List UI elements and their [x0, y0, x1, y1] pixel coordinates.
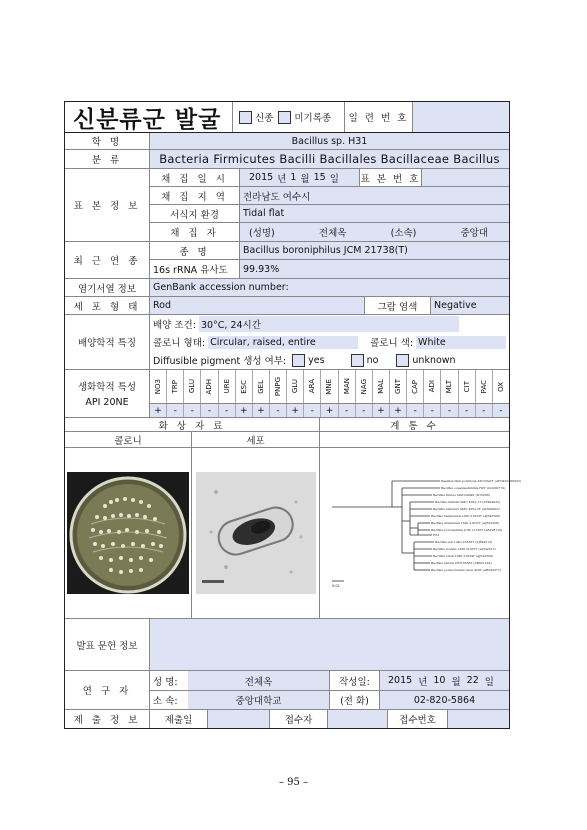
tree-taxon-label: Bacillus soli LMG 21838T (AJ542513) [434, 540, 492, 544]
similarity-label: 16s rRNA 유사도 [150, 260, 240, 278]
api-test-name: TRP [171, 379, 180, 394]
api-test-name: GEL [256, 379, 265, 394]
submit-date-label: 제출일 [150, 710, 208, 728]
api-result-14: + [390, 404, 407, 417]
form-title: 신분류군 발굴 [65, 102, 233, 132]
api-test-7 [270, 370, 287, 403]
checkbox-pigment-yes[interactable] [292, 354, 305, 367]
habitat-value: Tidal flat [240, 205, 509, 222]
api-result-4: - [219, 404, 236, 417]
api-result-0: + [150, 404, 167, 417]
biochem-label-cell [65, 370, 150, 417]
write-month-unit: 월 [451, 676, 461, 688]
checkbox-pigment-unknown[interactable] [396, 354, 409, 367]
api-test-18 [459, 370, 476, 403]
api-test-15 [407, 370, 424, 403]
classification-row [65, 150, 509, 169]
publication-row [65, 619, 509, 671]
api-test-name: NAG [359, 378, 368, 395]
scientific-name-label: 학 명 [65, 133, 150, 149]
phone-value: 02-820-5864 [380, 691, 509, 709]
researcher-name: 전체옥 [188, 671, 330, 690]
cell-micrograph [196, 472, 316, 594]
api-result-2: - [184, 404, 201, 417]
collector-name-label: (성명) [249, 228, 275, 239]
colony-info [150, 333, 509, 351]
researcher-group [65, 671, 509, 710]
colony-photo [67, 472, 189, 594]
api-result-18: - [459, 404, 476, 417]
api-result-1: - [167, 404, 184, 417]
api-test-name: OX [496, 381, 505, 392]
api-result-3: - [201, 404, 218, 417]
serial-label: 일 련 번 호 [345, 102, 413, 132]
biochem-label: 생화학적 특성 [77, 382, 137, 393]
api-test-14 [390, 370, 407, 403]
phylo-tree-cell [320, 448, 521, 618]
biochem-group [65, 370, 509, 418]
relative-species: Bacillus boroniphilus JCM 21738(T) [240, 242, 509, 259]
tree-taxon-label: Bacillus boroniphilus JCM 21738T (AB198719) [430, 528, 502, 532]
pigment-yes: yes [308, 354, 325, 366]
pigment-label: Diffusible pigment 생성 여부: [153, 356, 287, 367]
phone-label: (전 화) [330, 691, 380, 709]
specimen-label: 표 본 정 보 [65, 169, 150, 241]
api-result-19: - [476, 404, 493, 417]
label-unrecorded-species: 미기록종 [294, 113, 332, 124]
habitat-label: 서식지 환경 [150, 205, 240, 222]
year-unit: 년 [277, 173, 287, 185]
researcher-affil-label: 소 속: [153, 696, 178, 707]
receipt-no-label: 접수번호 [388, 710, 448, 728]
publication-value[interactable] [150, 619, 509, 670]
relative-species-label: 종 명 [150, 242, 240, 259]
pigment-unknown: unknown [412, 354, 456, 366]
serial-field[interactable] [413, 102, 509, 132]
checkbox-new-species[interactable] [239, 111, 252, 124]
api-test-name: ARA [308, 379, 317, 394]
api-result-12: - [356, 404, 373, 417]
title-row [65, 102, 509, 133]
api-test-19 [476, 370, 493, 403]
api-test-17 [441, 370, 458, 403]
write-year-unit: 년 [418, 676, 428, 688]
images-label: 화 상 자 료 [65, 418, 320, 431]
api-result-15: - [407, 404, 424, 417]
collection-month: 1 [290, 172, 297, 183]
gram-stain-label: 그람 염색 [365, 297, 431, 314]
api-result-6: + [253, 404, 270, 417]
write-date [380, 671, 509, 690]
culture-group [65, 315, 509, 370]
tree-taxon-label: Bacillus niacini IFO15566T (AB021194) [430, 561, 492, 565]
api-result-7: - [270, 404, 287, 417]
culture-condition [150, 315, 509, 333]
researcher-label: 연 구 자 [65, 671, 150, 709]
classification-label: 분 류 [65, 150, 150, 168]
collector-label: 채 집 자 [150, 223, 240, 241]
api-test-name: MNE [325, 378, 334, 395]
api-test-0 [150, 370, 167, 403]
images-header-row [65, 418, 509, 432]
specimen-group [65, 169, 509, 242]
biochem-sublabel: API 20NE [85, 397, 129, 408]
tree-taxon-label: Bacillus infantis SMC 4352-1T (AY904032) [434, 500, 500, 504]
receiver-field[interactable] [328, 710, 388, 728]
genbank-row [65, 279, 509, 297]
pigment-no: no [366, 354, 379, 366]
api-result-8: + [287, 404, 304, 417]
api-test-2 [184, 370, 201, 403]
api-test-13 [373, 370, 390, 403]
images-subheader-row [65, 432, 509, 448]
api-test-name: CIT [462, 380, 471, 393]
images-row [65, 448, 521, 619]
api-test-8 [287, 370, 304, 403]
api-test-4 [219, 370, 236, 403]
collection-date-label: 채 집 일 시 [150, 169, 240, 186]
tree-taxon-label: Bacillus firmus IAM12464T (D16268) [432, 493, 490, 497]
api-test-name: CAP [411, 379, 420, 394]
api-test-16 [424, 370, 441, 403]
write-year: 2015 [388, 675, 413, 686]
receipt-no-field[interactable] [448, 710, 509, 728]
api-test-name: ESC [239, 379, 248, 394]
type-options [233, 102, 345, 132]
cell-morphology-label: 세 포 형 태 [65, 297, 150, 314]
receiver-label: 접수자 [270, 710, 328, 728]
gram-stain-value: Negative [431, 297, 509, 314]
api-result-13: + [373, 404, 390, 417]
api-test-name: ADI [428, 380, 437, 393]
api-test-9 [304, 370, 321, 403]
api-result-16: - [424, 404, 441, 417]
culture-condition-value: 30°C, 24시간 [199, 316, 459, 332]
api-test-name: PNPG [274, 376, 283, 397]
write-date-label: 작성일: [330, 671, 380, 690]
cell-photo-cell [192, 448, 320, 618]
specimen-form [64, 101, 521, 729]
api-result-10: + [321, 404, 338, 417]
tree-scale: 0.01 [331, 584, 340, 588]
api-result-5: + [236, 404, 253, 417]
checkbox-unrecorded-species[interactable] [278, 111, 291, 124]
submit-date-field[interactable] [208, 710, 270, 728]
label-new-species: 신종 [255, 113, 274, 124]
api-test-row [150, 370, 509, 404]
checkbox-pigment-no[interactable] [351, 354, 364, 367]
relative-group [65, 242, 509, 279]
genbank-value: GenBank accession number: [150, 279, 509, 296]
api-test-name: URE [222, 379, 231, 394]
collector-info [240, 223, 509, 241]
tree-taxon-label: Bacillus bataviensis LMG 21833T (AJ542508) [430, 514, 500, 518]
tree-taxon-label: Bacillus pocheonensis Gsoil 420T (AB245377) [430, 568, 501, 572]
specimen-no-label: 표 본 번 호 [360, 169, 422, 186]
tree-taxon-label: Bacillus drentensis LMG 21831T (AJ542506) [430, 521, 499, 525]
colony-form-value: Circular, raised, entire [208, 336, 358, 349]
month-unit: 월 [300, 173, 310, 185]
similarity-value: 99.93% [240, 260, 509, 278]
pigment-info [150, 351, 509, 369]
api-result-9: - [304, 404, 321, 417]
api-test-6 [253, 370, 270, 403]
specimen-no-field[interactable] [422, 169, 509, 186]
collector-name: 전체옥 [318, 228, 347, 239]
cell-image-label: 세포 [192, 432, 320, 447]
api-test-5 [236, 370, 253, 403]
api-test-name: GLU [188, 379, 197, 394]
tree-taxon-label: Bacillus oceanisediminis H2T (GQ292772) [440, 486, 505, 490]
colony-form-label: 콜로니 형태: [153, 338, 206, 349]
api-test-1 [167, 370, 184, 403]
relative-label: 최 근 연 종 [65, 242, 150, 278]
researcher-name-label: 성 명: [153, 676, 178, 688]
api-test-11 [339, 370, 356, 403]
tree-taxon-label: H31 [432, 533, 439, 537]
colony-image-label: 콜로니 [65, 432, 192, 447]
collector-affil: 중앙대 [460, 228, 488, 239]
api-result-17: - [441, 404, 458, 417]
collection-region: 전라남도 여수시 [240, 187, 509, 204]
api-test-20 [493, 370, 509, 403]
api-result-11: - [339, 404, 356, 417]
collection-year: 2015 [249, 172, 274, 183]
collector-affil-label: (소속) [390, 228, 417, 239]
collection-region-label: 채 집 지 역 [150, 187, 240, 204]
tree-taxon-label: Bacillus idriensis SMC 4352-2T (AY904033) [432, 507, 500, 511]
colony-color-label: 콜로니 색: [370, 338, 414, 349]
write-month: 10 [433, 675, 446, 686]
submission-row [65, 710, 509, 728]
cell-morphology-value: Rod [150, 297, 365, 314]
cell-row [65, 297, 509, 315]
page-number: – 95 – [278, 777, 309, 788]
write-day: 22 [466, 675, 479, 686]
submission-label: 제 출 정 보 [65, 710, 150, 728]
tree-taxon-label: Bacillus novalis LMG 21837T (AJ542512) [432, 547, 496, 551]
api-test-name: MAN [342, 378, 351, 395]
write-day-unit: 일 [484, 676, 494, 688]
collection-day: 15 [313, 172, 326, 183]
collection-date [240, 169, 360, 186]
colony-photo-cell [65, 448, 192, 618]
culture-condition-label: 배양 조건: [153, 320, 196, 331]
researcher-affil: 중앙대학교 [188, 691, 330, 709]
classification-value: Bacteria Firmicutes Bacilli Bacillales Bacillaceae Bacillus [150, 150, 509, 168]
tree-taxon-label: Paenibacillus polymyxa ATCC842T (AFOX01000032) [440, 479, 521, 483]
publication-label: 발표 문헌 정보 [65, 619, 150, 670]
tree-taxon-label: Bacillus vireti LMG 21834T (AJ542509) [432, 554, 493, 558]
scientific-name-value: Bacillus sp. H31 [150, 133, 509, 149]
api-test-name: MAL [376, 379, 385, 394]
colony-color-value: White [416, 336, 506, 349]
api-test-name: ADH [205, 378, 214, 395]
api-test-name: MLT [445, 379, 454, 394]
culture-label: 배양학적 특징 [65, 315, 150, 369]
api-test-name: GNT [394, 379, 403, 394]
api-test-name: NO3 [154, 378, 163, 395]
api-result-20: - [493, 404, 509, 417]
phylogenetic-tree [322, 473, 521, 593]
api-test-name: GLU [291, 379, 300, 394]
api-test-12 [356, 370, 373, 403]
day-unit: 일 [329, 173, 339, 185]
api-test-3 [201, 370, 218, 403]
api-result-row [150, 404, 509, 417]
scientific-name-row [65, 133, 509, 150]
genbank-label: 염기서열 정보 [65, 279, 150, 296]
phylo-tree-label: 계 통 수 [390, 420, 439, 432]
api-test-name: PAC [479, 379, 488, 394]
api-test-10 [321, 370, 338, 403]
phylo-header-spacer [320, 432, 509, 447]
